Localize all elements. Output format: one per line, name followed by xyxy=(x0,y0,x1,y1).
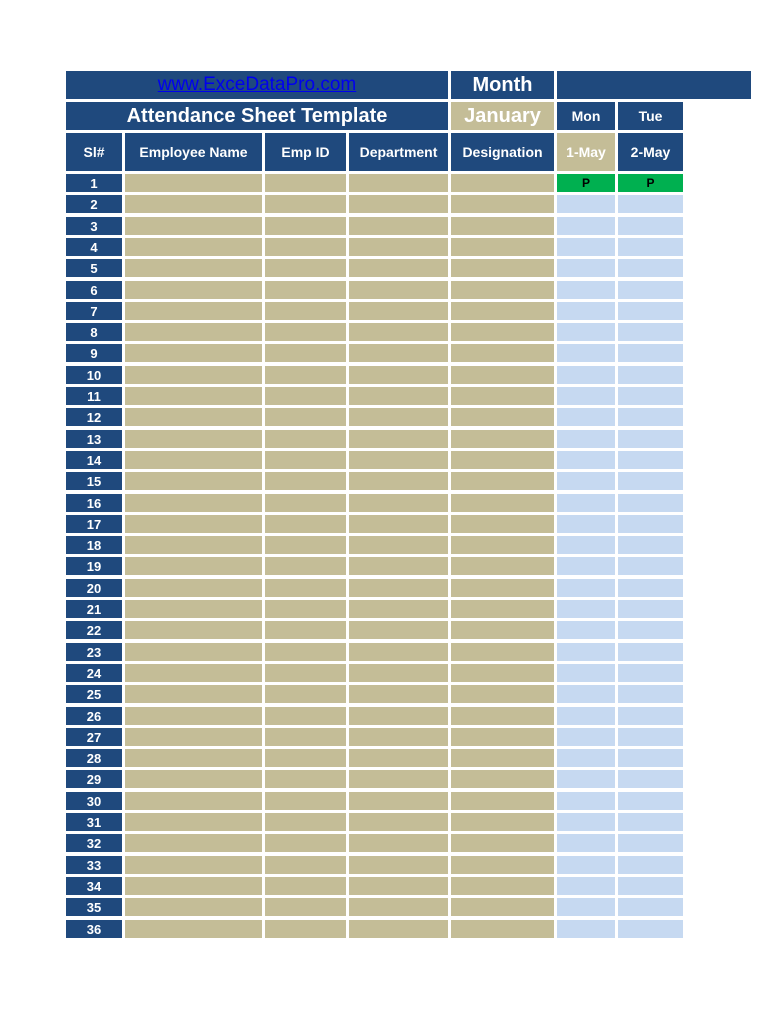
month-value[interactable]: January xyxy=(451,102,554,130)
designation-cell[interactable] xyxy=(451,792,554,810)
designation-cell[interactable] xyxy=(451,621,554,639)
row-number: 8 xyxy=(66,323,122,341)
attendance-cell-day1[interactable] xyxy=(557,387,615,405)
department-cell[interactable] xyxy=(349,621,448,639)
attendance-cell-day1[interactable] xyxy=(557,898,615,916)
attendance-cell-day1[interactable] xyxy=(557,728,615,746)
employee-name-cell[interactable] xyxy=(125,792,262,810)
employee-name-cell[interactable] xyxy=(125,323,262,341)
row-number: 16 xyxy=(66,494,122,512)
designation-cell[interactable] xyxy=(451,323,554,341)
designation-cell[interactable] xyxy=(451,408,554,426)
attendance-cell-day2[interactable] xyxy=(618,472,683,490)
department-cell[interactable] xyxy=(349,856,448,874)
row-number: 7 xyxy=(66,302,122,320)
designation-cell[interactable] xyxy=(451,430,554,448)
date-header-2: 2-May xyxy=(618,133,683,171)
designation-cell[interactable] xyxy=(451,217,554,235)
attendance-cell-day1[interactable] xyxy=(557,685,615,703)
designation-cell[interactable] xyxy=(451,387,554,405)
department-cell[interactable] xyxy=(349,877,448,895)
col-header-employee-name: Employee Name xyxy=(125,133,262,171)
designation-cell[interactable] xyxy=(451,472,554,490)
designation-cell[interactable] xyxy=(451,664,554,682)
employee-name-cell[interactable] xyxy=(125,408,262,426)
department-cell[interactable] xyxy=(349,557,448,575)
attendance-cell-day1[interactable] xyxy=(557,281,615,299)
department-cell[interactable] xyxy=(349,813,448,831)
attendance-cell-day2[interactable] xyxy=(618,877,683,895)
emp-id-cell[interactable] xyxy=(265,664,346,682)
attendance-cell-day1[interactable] xyxy=(557,813,615,831)
row-number: 20 xyxy=(66,579,122,597)
attendance-cell-day2[interactable] xyxy=(618,792,683,810)
row-number: 34 xyxy=(66,877,122,895)
emp-id-cell[interactable] xyxy=(265,643,346,661)
department-cell[interactable] xyxy=(349,430,448,448)
employee-name-cell[interactable] xyxy=(125,728,262,746)
designation-cell[interactable] xyxy=(451,600,554,618)
row-number: 3 xyxy=(66,217,122,235)
attendance-cell-day2[interactable] xyxy=(618,451,683,469)
attendance-cell-day2[interactable] xyxy=(618,621,683,639)
attendance-cell-day2[interactable] xyxy=(618,323,683,341)
attendance-cell-day2[interactable] xyxy=(618,302,683,320)
employee-name-cell[interactable] xyxy=(125,856,262,874)
attendance-cell-day1[interactable]: P xyxy=(557,174,615,192)
department-cell[interactable] xyxy=(349,387,448,405)
attendance-cell-day1[interactable] xyxy=(557,792,615,810)
weekday-2: Tue xyxy=(618,102,683,130)
emp-id-cell[interactable] xyxy=(265,728,346,746)
col-header-designation: Designation xyxy=(451,133,554,171)
designation-cell[interactable] xyxy=(451,898,554,916)
attendance-cell-day2[interactable] xyxy=(618,643,683,661)
emp-id-cell[interactable] xyxy=(265,302,346,320)
attendance-cell-day2[interactable] xyxy=(618,408,683,426)
attendance-cell-day1[interactable] xyxy=(557,238,615,256)
department-cell[interactable] xyxy=(349,494,448,512)
attendance-cell-day2[interactable] xyxy=(618,366,683,384)
row-number: 25 xyxy=(66,685,122,703)
department-cell[interactable] xyxy=(349,408,448,426)
row-number: 23 xyxy=(66,643,122,661)
sheet-title: Attendance Sheet Template xyxy=(66,102,448,130)
row-number: 2 xyxy=(66,195,122,213)
emp-id-cell[interactable] xyxy=(265,217,346,235)
employee-name-cell[interactable] xyxy=(125,770,262,788)
employee-name-cell[interactable] xyxy=(125,472,262,490)
designation-cell[interactable] xyxy=(451,920,554,938)
attendance-cell-day1[interactable] xyxy=(557,920,615,938)
employee-name-cell[interactable] xyxy=(125,366,262,384)
department-cell[interactable] xyxy=(349,281,448,299)
designation-cell[interactable] xyxy=(451,366,554,384)
attendance-cell-day2[interactable] xyxy=(618,856,683,874)
attendance-cell-day1[interactable] xyxy=(557,494,615,512)
employee-name-cell[interactable] xyxy=(125,259,262,277)
attendance-cell-day1[interactable] xyxy=(557,856,615,874)
attendance-cell-day2[interactable] xyxy=(618,238,683,256)
attendance-cell-day2[interactable] xyxy=(618,387,683,405)
emp-id-cell[interactable] xyxy=(265,792,346,810)
department-cell[interactable] xyxy=(349,217,448,235)
row-number: 5 xyxy=(66,259,122,277)
employee-name-cell[interactable] xyxy=(125,494,262,512)
employee-name-cell[interactable] xyxy=(125,749,262,767)
department-cell[interactable] xyxy=(349,834,448,852)
department-cell[interactable] xyxy=(349,302,448,320)
employee-name-cell[interactable] xyxy=(125,430,262,448)
emp-id-cell[interactable] xyxy=(265,344,346,362)
row-number: 13 xyxy=(66,430,122,448)
employee-name-cell[interactable] xyxy=(125,920,262,938)
department-cell[interactable] xyxy=(349,600,448,618)
attendance-cell-day2[interactable]: P xyxy=(618,174,683,192)
employee-name-cell[interactable] xyxy=(125,685,262,703)
designation-cell[interactable] xyxy=(451,494,554,512)
designation-cell[interactable] xyxy=(451,643,554,661)
emp-id-cell[interactable] xyxy=(265,621,346,639)
employee-name-cell[interactable] xyxy=(125,664,262,682)
attendance-cell-day1[interactable] xyxy=(557,536,615,554)
attendance-cell-day1[interactable] xyxy=(557,664,615,682)
attendance-cell-day2[interactable] xyxy=(618,217,683,235)
attendance-cell-day2[interactable] xyxy=(618,770,683,788)
row-number: 4 xyxy=(66,238,122,256)
employee-name-cell[interactable] xyxy=(125,707,262,725)
emp-id-cell[interactable] xyxy=(265,898,346,916)
department-cell[interactable] xyxy=(349,451,448,469)
col-header-department: Department xyxy=(349,133,448,171)
emp-id-cell[interactable] xyxy=(265,600,346,618)
attendance-cell-day2[interactable] xyxy=(618,685,683,703)
attendance-cell-day1[interactable] xyxy=(557,195,615,213)
emp-id-cell[interactable] xyxy=(265,451,346,469)
employee-name-cell[interactable] xyxy=(125,302,262,320)
emp-id-cell[interactable] xyxy=(265,238,346,256)
department-cell[interactable] xyxy=(349,515,448,533)
department-cell[interactable] xyxy=(349,898,448,916)
emp-id-cell[interactable] xyxy=(265,856,346,874)
employee-name-cell[interactable] xyxy=(125,195,262,213)
designation-cell[interactable] xyxy=(451,579,554,597)
row-number: 17 xyxy=(66,515,122,533)
emp-id-cell[interactable] xyxy=(265,749,346,767)
row-number: 33 xyxy=(66,856,122,874)
department-cell[interactable] xyxy=(349,728,448,746)
department-cell[interactable] xyxy=(349,174,448,192)
employee-name-cell[interactable] xyxy=(125,344,262,362)
department-cell[interactable] xyxy=(349,579,448,597)
department-cell[interactable] xyxy=(349,195,448,213)
employee-name-cell[interactable] xyxy=(125,217,262,235)
designation-cell[interactable] xyxy=(451,728,554,746)
row-number: 22 xyxy=(66,621,122,639)
attendance-cell-day1[interactable] xyxy=(557,877,615,895)
designation-cell[interactable] xyxy=(451,685,554,703)
row-number: 9 xyxy=(66,344,122,362)
emp-id-cell[interactable] xyxy=(265,494,346,512)
employee-name-cell[interactable] xyxy=(125,515,262,533)
emp-id-cell[interactable] xyxy=(265,515,346,533)
attendance-cell-day2[interactable] xyxy=(618,834,683,852)
row-number: 27 xyxy=(66,728,122,746)
department-cell[interactable] xyxy=(349,323,448,341)
attendance-cell-day2[interactable] xyxy=(618,494,683,512)
attendance-cell-day1[interactable] xyxy=(557,472,615,490)
designation-cell[interactable] xyxy=(451,770,554,788)
emp-id-cell[interactable] xyxy=(265,174,346,192)
employee-name-cell[interactable] xyxy=(125,238,262,256)
emp-id-cell[interactable] xyxy=(265,366,346,384)
col-header-emp-id: Emp ID xyxy=(265,133,346,171)
emp-id-cell[interactable] xyxy=(265,707,346,725)
emp-id-cell[interactable] xyxy=(265,195,346,213)
designation-cell[interactable] xyxy=(451,281,554,299)
department-cell[interactable] xyxy=(349,792,448,810)
attendance-cell-day1[interactable] xyxy=(557,451,615,469)
department-cell[interactable] xyxy=(349,472,448,490)
employee-name-cell[interactable] xyxy=(125,898,262,916)
designation-cell[interactable] xyxy=(451,344,554,362)
month-header-bar xyxy=(557,71,751,99)
row-number: 35 xyxy=(66,898,122,916)
designation-cell[interactable] xyxy=(451,536,554,554)
row-number: 31 xyxy=(66,813,122,831)
row-number: 32 xyxy=(66,834,122,852)
emp-id-cell[interactable] xyxy=(265,281,346,299)
emp-id-cell[interactable] xyxy=(265,685,346,703)
date-header-1: 1-May xyxy=(557,133,615,171)
row-number: 19 xyxy=(66,557,122,575)
employee-name-cell[interactable] xyxy=(125,813,262,831)
attendance-cell-day2[interactable] xyxy=(618,430,683,448)
row-number: 10 xyxy=(66,366,122,384)
employee-name-cell[interactable] xyxy=(125,557,262,575)
attendance-cell-day1[interactable] xyxy=(557,344,615,362)
row-number: 14 xyxy=(66,451,122,469)
emp-id-cell[interactable] xyxy=(265,557,346,575)
attendance-cell-day1[interactable] xyxy=(557,557,615,575)
row-number: 11 xyxy=(66,387,122,405)
designation-cell[interactable] xyxy=(451,749,554,767)
employee-name-cell[interactable] xyxy=(125,387,262,405)
row-number: 21 xyxy=(66,600,122,618)
attendance-cell-day1[interactable] xyxy=(557,259,615,277)
attendance-cell-day2[interactable] xyxy=(618,515,683,533)
attendance-cell-day2[interactable] xyxy=(618,344,683,362)
department-cell[interactable] xyxy=(349,707,448,725)
row-number: 29 xyxy=(66,770,122,788)
employee-name-cell[interactable] xyxy=(125,174,262,192)
designation-cell[interactable] xyxy=(451,195,554,213)
row-number: 1 xyxy=(66,174,122,192)
employee-name-cell[interactable] xyxy=(125,536,262,554)
department-cell[interactable] xyxy=(349,643,448,661)
attendance-cell-day1[interactable] xyxy=(557,749,615,767)
attendance-cell-day1[interactable] xyxy=(557,621,615,639)
row-number: 26 xyxy=(66,707,122,725)
department-cell[interactable] xyxy=(349,920,448,938)
employee-name-cell[interactable] xyxy=(125,834,262,852)
row-number: 36 xyxy=(66,920,122,938)
designation-cell[interactable] xyxy=(451,515,554,533)
website-link[interactable]: www.ExceDataPro.com xyxy=(66,71,448,99)
department-cell[interactable] xyxy=(349,259,448,277)
attendance-cell-day1[interactable] xyxy=(557,408,615,426)
weekday-1: Mon xyxy=(557,102,615,130)
attendance-cell-day2[interactable] xyxy=(618,728,683,746)
row-number: 30 xyxy=(66,792,122,810)
emp-id-cell[interactable] xyxy=(265,387,346,405)
attendance-cell-day2[interactable] xyxy=(618,664,683,682)
emp-id-cell[interactable] xyxy=(265,579,346,597)
row-number: 24 xyxy=(66,664,122,682)
emp-id-cell[interactable] xyxy=(265,770,346,788)
month-label: Month xyxy=(451,71,554,99)
attendance-cell-day2[interactable] xyxy=(618,579,683,597)
attendance-cell-day2[interactable] xyxy=(618,195,683,213)
department-cell[interactable] xyxy=(349,366,448,384)
attendance-cell-day1[interactable] xyxy=(557,579,615,597)
department-cell[interactable] xyxy=(349,344,448,362)
attendance-cell-day2[interactable] xyxy=(618,749,683,767)
designation-cell[interactable] xyxy=(451,877,554,895)
employee-name-cell[interactable] xyxy=(125,643,262,661)
emp-id-cell[interactable] xyxy=(265,323,346,341)
emp-id-cell[interactable] xyxy=(265,536,346,554)
emp-id-cell[interactable] xyxy=(265,408,346,426)
designation-cell[interactable] xyxy=(451,557,554,575)
designation-cell[interactable] xyxy=(451,707,554,725)
attendance-cell-day2[interactable] xyxy=(618,259,683,277)
emp-id-cell[interactable] xyxy=(265,259,346,277)
attendance-cell-day1[interactable] xyxy=(557,707,615,725)
col-header-sl: Sl# xyxy=(66,133,122,171)
emp-id-cell[interactable] xyxy=(265,920,346,938)
department-cell[interactable] xyxy=(349,770,448,788)
employee-name-cell[interactable] xyxy=(125,877,262,895)
attendance-cell-day1[interactable] xyxy=(557,302,615,320)
employee-name-cell[interactable] xyxy=(125,451,262,469)
attendance-cell-day1[interactable] xyxy=(557,515,615,533)
designation-cell[interactable] xyxy=(451,302,554,320)
row-number: 18 xyxy=(66,536,122,554)
employee-name-cell[interactable] xyxy=(125,621,262,639)
emp-id-cell[interactable] xyxy=(265,472,346,490)
attendance-cell-day1[interactable] xyxy=(557,643,615,661)
row-number: 15 xyxy=(66,472,122,490)
attendance-cell-day2[interactable] xyxy=(618,281,683,299)
department-cell[interactable] xyxy=(349,238,448,256)
attendance-cell-day2[interactable] xyxy=(618,707,683,725)
emp-id-cell[interactable] xyxy=(265,430,346,448)
designation-cell[interactable] xyxy=(451,451,554,469)
department-cell[interactable] xyxy=(349,664,448,682)
attendance-cell-day1[interactable] xyxy=(557,366,615,384)
designation-cell[interactable] xyxy=(451,834,554,852)
designation-cell[interactable] xyxy=(451,856,554,874)
emp-id-cell[interactable] xyxy=(265,834,346,852)
designation-cell[interactable] xyxy=(451,238,554,256)
attendance-cell-day2[interactable] xyxy=(618,898,683,916)
attendance-cell-day2[interactable] xyxy=(618,557,683,575)
designation-cell[interactable] xyxy=(451,174,554,192)
row-number: 28 xyxy=(66,749,122,767)
employee-name-cell[interactable] xyxy=(125,281,262,299)
attendance-cell-day1[interactable] xyxy=(557,323,615,341)
attendance-cell-day1[interactable] xyxy=(557,600,615,618)
designation-cell[interactable] xyxy=(451,259,554,277)
attendance-cell-day1[interactable] xyxy=(557,770,615,788)
attendance-cell-day2[interactable] xyxy=(618,536,683,554)
attendance-cell-day2[interactable] xyxy=(618,600,683,618)
row-number: 12 xyxy=(66,408,122,426)
row-number: 6 xyxy=(66,281,122,299)
attendance-cell-day2[interactable] xyxy=(618,813,683,831)
designation-cell[interactable] xyxy=(451,813,554,831)
employee-name-cell[interactable] xyxy=(125,600,262,618)
attendance-cell-day1[interactable] xyxy=(557,430,615,448)
department-cell[interactable] xyxy=(349,536,448,554)
department-cell[interactable] xyxy=(349,685,448,703)
department-cell[interactable] xyxy=(349,749,448,767)
emp-id-cell[interactable] xyxy=(265,877,346,895)
attendance-cell-day1[interactable] xyxy=(557,217,615,235)
attendance-cell-day2[interactable] xyxy=(618,920,683,938)
attendance-cell-day1[interactable] xyxy=(557,834,615,852)
employee-name-cell[interactable] xyxy=(125,579,262,597)
emp-id-cell[interactable] xyxy=(265,813,346,831)
